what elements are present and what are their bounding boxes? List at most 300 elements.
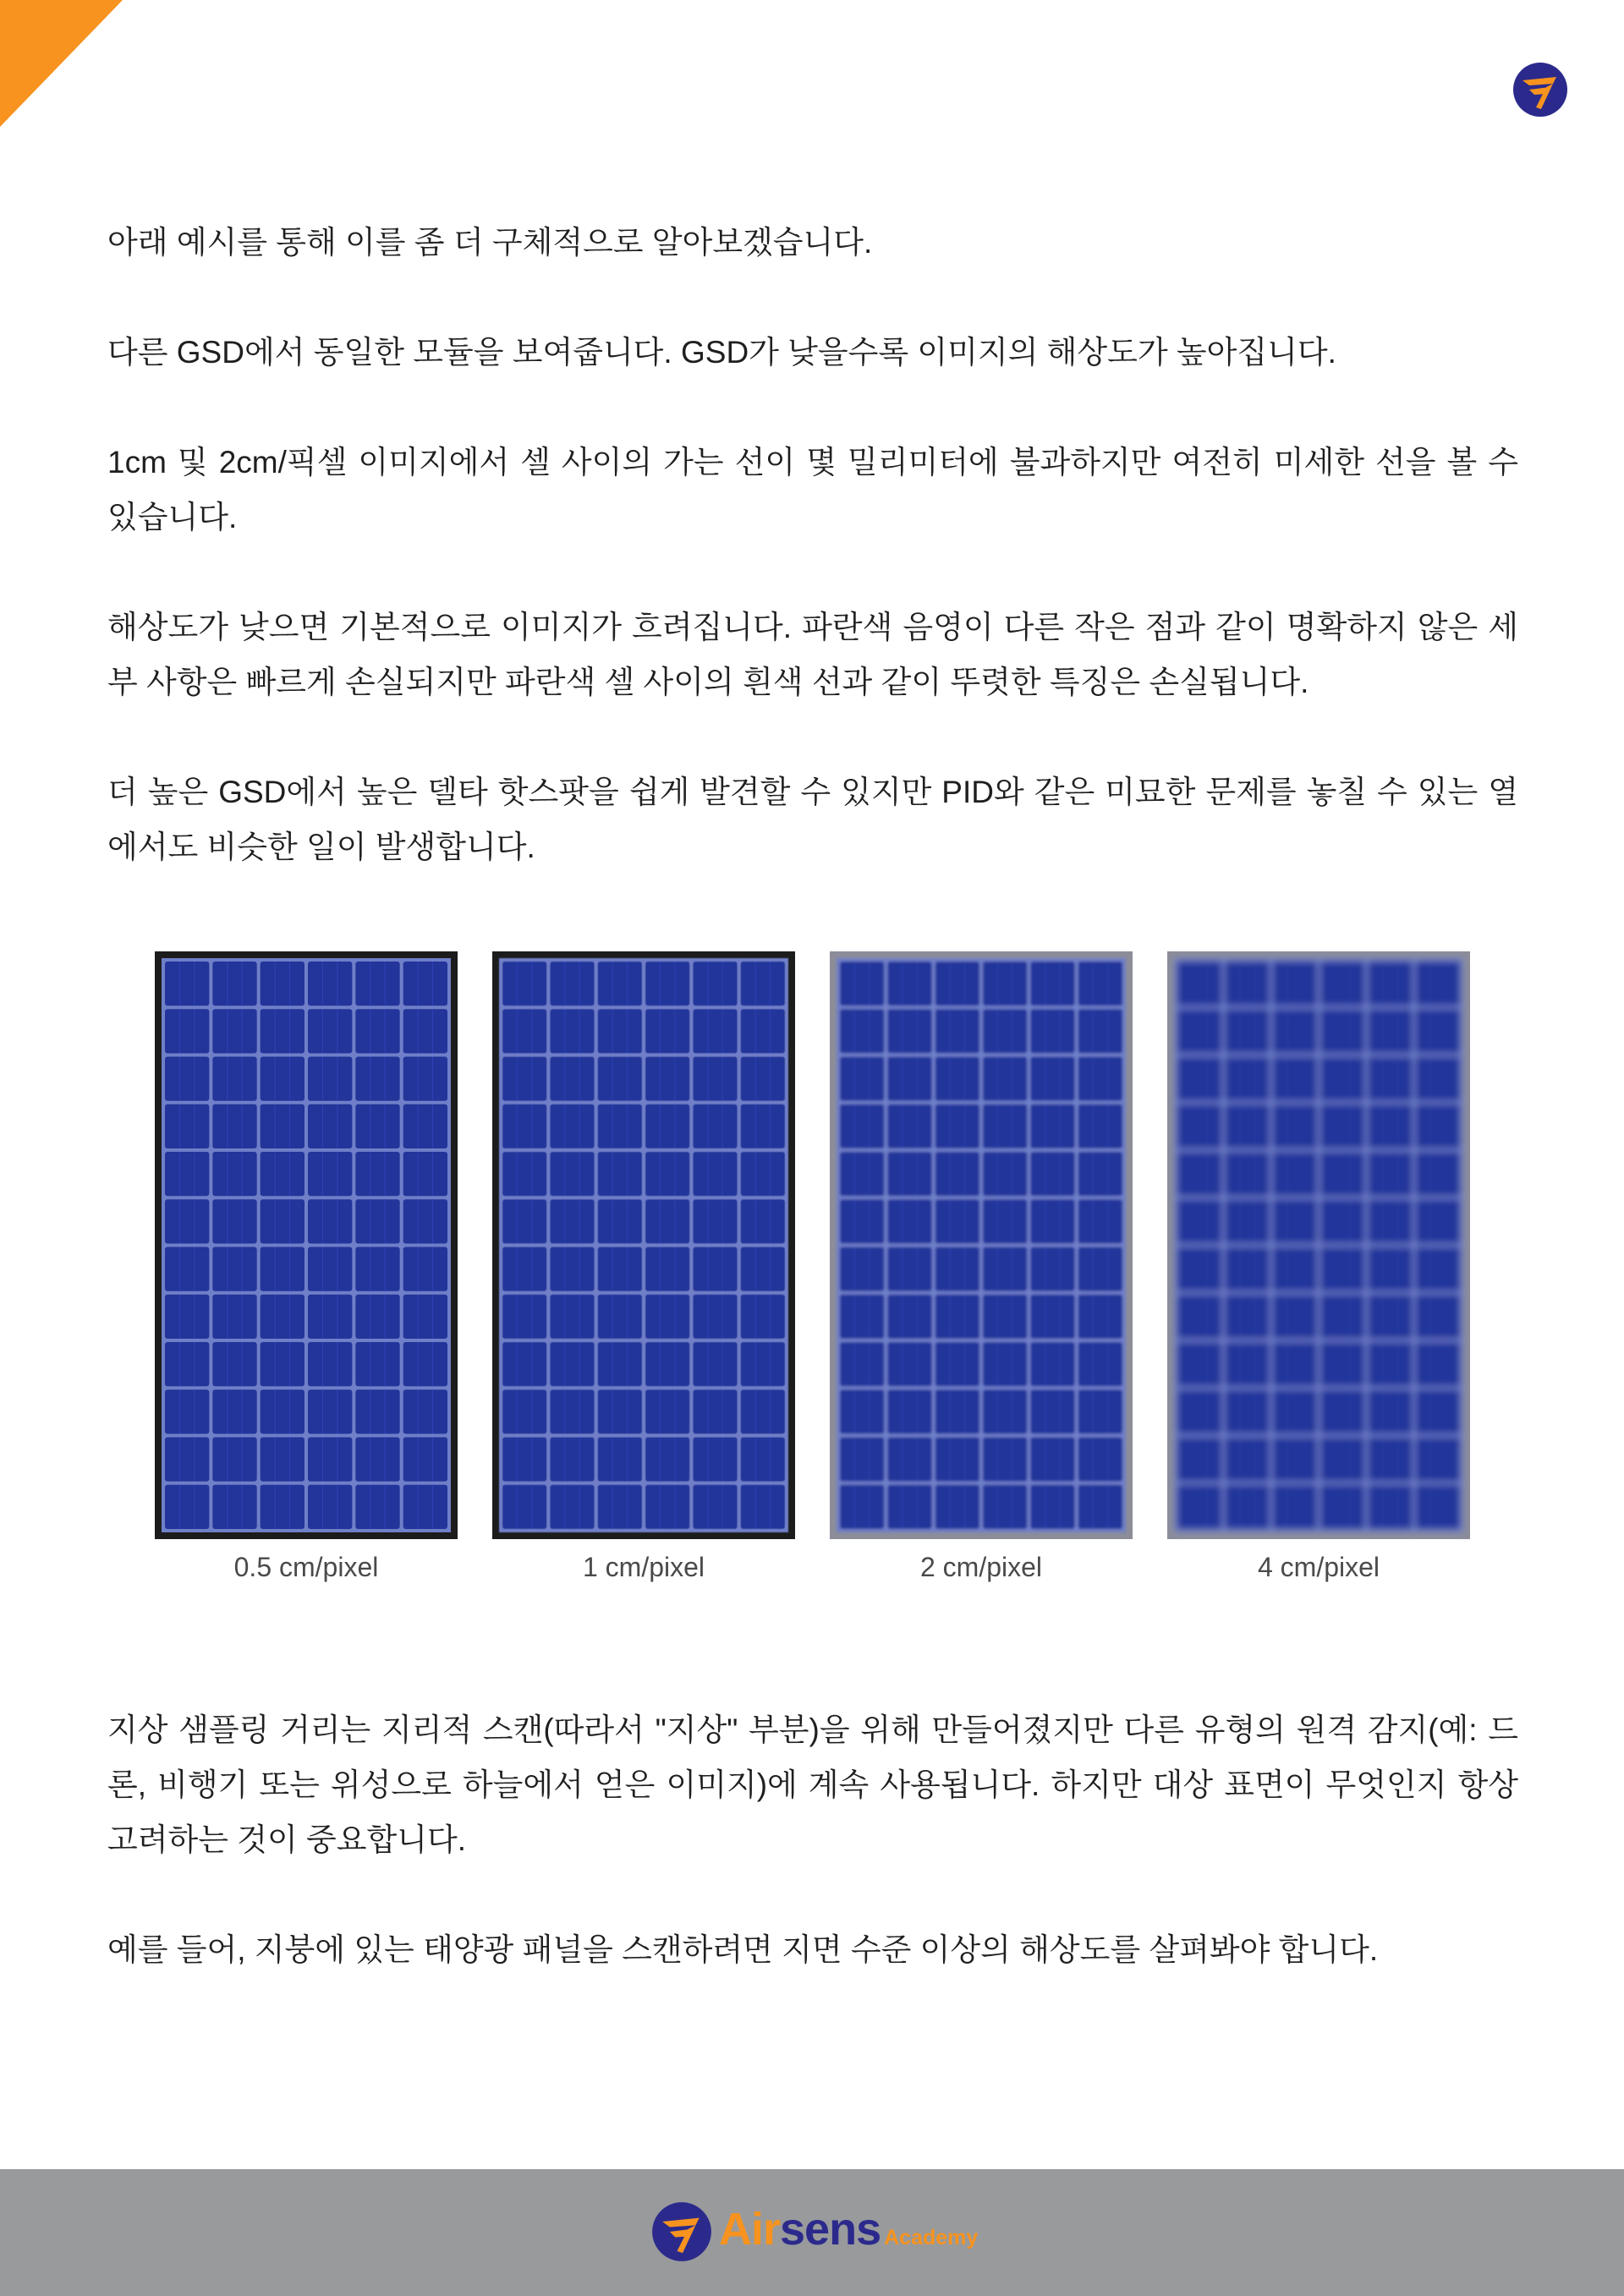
panel-cell (693, 1152, 737, 1196)
panel-cell (1030, 1342, 1074, 1386)
panel-cell (645, 1009, 689, 1053)
panel-cell (1225, 1152, 1269, 1196)
panel-cell (935, 1295, 979, 1339)
panel-cell (1368, 1152, 1412, 1196)
panel-cell (550, 1009, 594, 1053)
panel-cell (1225, 1485, 1269, 1529)
airsens-logo-icon (1512, 62, 1568, 118)
panel-cell (1177, 962, 1221, 1006)
panel-cell (550, 1199, 594, 1243)
solar-panel-image (1167, 951, 1470, 1539)
panel-cell (887, 1199, 931, 1243)
panel-cell (165, 1485, 209, 1529)
panel-0-5cm (155, 951, 458, 1539)
panel-cell (1320, 1438, 1364, 1482)
panel-cell (1320, 1295, 1364, 1339)
panel-cell (598, 1438, 642, 1482)
panel-caption: 4 cm/pixel (1257, 1552, 1380, 1582)
panel-cell (1078, 1342, 1122, 1386)
panel-cell (308, 1342, 352, 1386)
panel-cell (403, 1247, 447, 1291)
panel-cell (693, 1342, 737, 1386)
panel-cell (1273, 1485, 1317, 1529)
panel-cell (1030, 1438, 1074, 1482)
panel-cell (1368, 1342, 1412, 1386)
panel-cell (1273, 1199, 1317, 1243)
paragraph: 1cm 및 2cm/픽셀 이미지에서 셀 사이의 가는 선이 몇 밀리미터에 불과하지만 여전히 미세한 선을 볼 수 있습니다. (107, 445, 1518, 534)
panel-cell (1368, 1057, 1412, 1101)
panel-cell (645, 1152, 689, 1196)
panel-cell (261, 1057, 304, 1101)
panel-cell (1225, 962, 1269, 1006)
panel-cell (887, 1104, 931, 1148)
panel-cell (983, 1438, 1027, 1482)
panel-cell (212, 1438, 256, 1482)
panel-cell (1225, 1438, 1269, 1482)
panel-cell (1078, 1009, 1122, 1053)
panel-2cm (830, 951, 1133, 1539)
panel-caption: 1 cm/pixel (582, 1552, 705, 1582)
panel-cell (1078, 1199, 1122, 1243)
panel-cell (308, 1009, 352, 1053)
panel-cell (212, 1104, 256, 1148)
panel-cell (645, 1295, 689, 1339)
panel-cell (1030, 1295, 1074, 1339)
panel-cell (1320, 1199, 1364, 1243)
airsens-logo-icon (651, 2201, 712, 2262)
panel-cell (308, 1389, 352, 1433)
panel-cell (165, 1009, 209, 1053)
panel-cell (935, 1199, 979, 1243)
panel-cell (1225, 1342, 1269, 1386)
panel-cell (1320, 1057, 1364, 1101)
panel-cell (1177, 1295, 1221, 1339)
panel-cell (693, 962, 737, 1006)
panel-cell (1030, 1104, 1074, 1148)
panel-cell (1273, 1009, 1317, 1053)
panel-cell (935, 1485, 979, 1529)
panel-cell (935, 1247, 979, 1291)
panel-cell (741, 1247, 785, 1291)
panel-cell (1177, 1057, 1221, 1101)
panel-cell (598, 1152, 642, 1196)
panel-cell (502, 1009, 546, 1053)
panel-cell (935, 962, 979, 1006)
panel-cell (1225, 1009, 1269, 1053)
panel-cell (887, 1389, 931, 1433)
panel-cell (165, 1247, 209, 1291)
panel-cell (1416, 1342, 1460, 1386)
panel-cell (1368, 1485, 1412, 1529)
panel-cell (840, 1152, 884, 1196)
panel-cell (983, 1485, 1027, 1529)
panel-cell (741, 1438, 785, 1482)
brand-sens: sens (780, 2204, 881, 2255)
panel-cell (165, 1152, 209, 1196)
panel-cell (212, 1152, 256, 1196)
panel-cell (261, 1342, 304, 1386)
panel-cell (1177, 1485, 1221, 1529)
brand-wordmark (719, 2203, 978, 2262)
solar-panel-image (830, 951, 1133, 1539)
panel-cell (1177, 1152, 1221, 1196)
panel-cell (355, 1057, 399, 1101)
panel-cell (983, 1295, 1027, 1339)
panel-cell (935, 1104, 979, 1148)
panel-cell (550, 1485, 594, 1529)
footer (0, 2169, 1624, 2296)
panel-cell (550, 1438, 594, 1482)
panel-cell (308, 1057, 352, 1101)
panel-cell (1416, 1485, 1460, 1529)
panel-cell (355, 1295, 399, 1339)
panel-cell (1225, 1057, 1269, 1101)
panel-cell (550, 1295, 594, 1339)
panel-cell (1368, 1295, 1412, 1339)
panel-cell (1225, 1247, 1269, 1291)
panel-cell (1368, 962, 1412, 1006)
panel-cell (741, 1295, 785, 1339)
panel-cell (212, 962, 256, 1006)
panel-cell (355, 1438, 399, 1482)
panel-cell (741, 1389, 785, 1433)
panel-cell (212, 1342, 256, 1386)
corner-accent-triangle (0, 0, 123, 127)
panel-caption: 2 cm/pixel (919, 1552, 1043, 1582)
panel-cell (1225, 1104, 1269, 1148)
panel-cell (355, 1247, 399, 1291)
panel-cell (741, 962, 785, 1006)
panel-cell (645, 1199, 689, 1243)
panel-cell (693, 1009, 737, 1053)
panel-cell (1416, 1389, 1460, 1433)
panel-cell (502, 1438, 546, 1482)
panel-cell (741, 1199, 785, 1243)
panel-cell (403, 1342, 447, 1386)
panel-cell (261, 1104, 304, 1148)
panel-cell (212, 1009, 256, 1053)
panel-cell (1320, 1389, 1364, 1433)
panel-cell (550, 1247, 594, 1291)
panel-cell (1030, 1152, 1074, 1196)
panel-cell (212, 1485, 256, 1529)
panel-cell (165, 1057, 209, 1101)
panel-cell (1177, 1389, 1221, 1433)
panel-cell (693, 1295, 737, 1339)
panel-cell (403, 1104, 447, 1148)
panel-cell (1177, 1342, 1221, 1386)
panel-cell (1030, 1485, 1074, 1529)
panel-cell (1078, 1152, 1122, 1196)
panel-cell (212, 1247, 256, 1291)
panel-cell (1273, 1295, 1317, 1339)
panel-cell (935, 1389, 979, 1433)
panel-cell (1078, 962, 1122, 1006)
panel-cell (261, 1295, 304, 1339)
panel-cell (840, 1247, 884, 1291)
panel-cell (502, 1247, 546, 1291)
panel-cell (1273, 1057, 1317, 1101)
panel-cell (598, 1295, 642, 1339)
panel-cell (165, 1199, 209, 1243)
panel-cell (645, 1342, 689, 1386)
panel-cell (1030, 962, 1074, 1006)
panel-cell (550, 1152, 594, 1196)
panel-cell (1177, 1009, 1221, 1053)
panel-cell (308, 1295, 352, 1339)
panel-cell (598, 1199, 642, 1243)
panel-cell (935, 1057, 979, 1101)
panel-cell (502, 1485, 546, 1529)
panel-cell (355, 1342, 399, 1386)
panel-cell (1225, 1389, 1269, 1433)
panel-cell (165, 1104, 209, 1148)
panel-cell (1030, 1389, 1074, 1433)
panel-cell (403, 1438, 447, 1482)
panel-cell (261, 1247, 304, 1291)
panel-cell (1225, 1199, 1269, 1243)
panel-cell (887, 1152, 931, 1196)
panel-cell (261, 1152, 304, 1196)
panel-cell (403, 1009, 447, 1053)
panel-cell (1177, 1104, 1221, 1148)
panel-cell (741, 1152, 785, 1196)
panel-cell (1078, 1104, 1122, 1148)
panel-cell (1273, 1104, 1317, 1148)
panel-cell (840, 1199, 884, 1243)
panel-cell (403, 1485, 447, 1529)
panel-cell (983, 1342, 1027, 1386)
panel-cell (550, 1342, 594, 1386)
panel-cell (1273, 1438, 1317, 1482)
panel-cell (1273, 1389, 1317, 1433)
panel-cell (741, 1057, 785, 1101)
panel-cell (165, 1389, 209, 1433)
panel-cell (1416, 1199, 1460, 1243)
panel-cell (1030, 1057, 1074, 1101)
panel-cell (165, 962, 209, 1006)
panel-cell (645, 1438, 689, 1482)
panel-cell (1078, 1438, 1122, 1482)
panel-cell (645, 1247, 689, 1291)
panel-cell (1416, 1057, 1460, 1101)
panel-cell (261, 1009, 304, 1053)
paragraph: 지상 샘플링 거리는 지리적 스캔(따라서 "지상" 부분)을 위해 만들어졌지만 다른 유형의 원격 감지(예: 드론, 비행기 또는 위성으로 하늘에서 얻은 이미지)에 계속 사용됩니다. 하지만 대상 표면이 무엇인지 항상 고려하는 것이 중요합니다. (107, 1712, 1518, 1857)
panel-cell (212, 1389, 256, 1433)
panel-cell (598, 1009, 642, 1053)
panel-cell (502, 1199, 546, 1243)
panel-cell (261, 1199, 304, 1243)
panel-cell (645, 1389, 689, 1433)
panel-cell (840, 1438, 884, 1482)
panel-cell (598, 1247, 642, 1291)
panel-cell (550, 1104, 594, 1148)
panel-cell (502, 1295, 546, 1339)
panel-cell (1078, 1247, 1122, 1291)
panel-cell (741, 1104, 785, 1148)
panel-cell (308, 1152, 352, 1196)
panel-cell (308, 1247, 352, 1291)
panel-cell (887, 1342, 931, 1386)
panel-cell (355, 1389, 399, 1433)
panel-cell (1416, 1009, 1460, 1053)
panel-cell (1368, 1389, 1412, 1433)
panel-cell (212, 1295, 256, 1339)
panel-cell (1177, 1199, 1221, 1243)
panel-cell (887, 1009, 931, 1053)
panel-cell (598, 1342, 642, 1386)
panel-cell (1320, 1009, 1364, 1053)
panel-cell (403, 962, 447, 1006)
body-text-top (107, 215, 1518, 874)
panel-cell (598, 1104, 642, 1148)
panel-cell (598, 1057, 642, 1101)
panel-cell (502, 962, 546, 1006)
panel-cell (693, 1485, 737, 1529)
panel-cell (983, 1152, 1027, 1196)
panel-cell (261, 1485, 304, 1529)
panel-cell (550, 1057, 594, 1101)
panel-cell (355, 1104, 399, 1148)
panel-cell (502, 1389, 546, 1433)
panel-cell (1273, 1152, 1317, 1196)
panel-cell (1368, 1247, 1412, 1291)
panel-cell (983, 1199, 1027, 1243)
panel-cell (887, 1295, 931, 1339)
panel-cell (840, 1104, 884, 1148)
panel-1cm (492, 951, 795, 1539)
panel-cell (1030, 1199, 1074, 1243)
panel-cell (403, 1152, 447, 1196)
solar-panel-image (492, 951, 795, 1539)
panel-cell (741, 1342, 785, 1386)
body-text-bottom (107, 1702, 1518, 1977)
panel-cell (840, 1295, 884, 1339)
panel-cell (693, 1389, 737, 1433)
panel-cell (645, 1485, 689, 1529)
panel-cell (308, 962, 352, 1006)
panel-cell (887, 962, 931, 1006)
paragraph: 아래 예시를 통해 이를 좀 더 구체적으로 알아보겠습니다. (107, 225, 873, 260)
panel-cell (983, 1247, 1027, 1291)
panel-cell (403, 1199, 447, 1243)
panel-cell (502, 1057, 546, 1101)
panel-cell (840, 962, 884, 1006)
panel-cell (693, 1199, 737, 1243)
solar-panel-image (155, 951, 458, 1539)
panel-cell (502, 1104, 546, 1148)
panel-cell (983, 1104, 1027, 1148)
panel-cell (1273, 1342, 1317, 1386)
panel-cell (308, 1485, 352, 1529)
panel-cell (1416, 1438, 1460, 1482)
panel-cell (355, 1009, 399, 1053)
panel-4cm (1167, 951, 1470, 1539)
panel-cell (261, 962, 304, 1006)
panel-cell (212, 1057, 256, 1101)
panel-cell (840, 1057, 884, 1101)
panel-cell (1273, 1247, 1317, 1291)
panel-cell (165, 1295, 209, 1339)
panel-cell (1078, 1295, 1122, 1339)
panel-cell (983, 962, 1027, 1006)
panel-cell (261, 1389, 304, 1433)
panel-cell (403, 1057, 447, 1101)
panel-cell (550, 1389, 594, 1433)
panel-cell (935, 1342, 979, 1386)
panel-cell (1320, 1104, 1364, 1148)
panel-cell (1320, 1152, 1364, 1196)
panel-cell (840, 1009, 884, 1053)
paragraph: 다른 GSD에서 동일한 모듈을 보여줍니다. GSD가 낮을수록 이미지의 해상도가 높아집니다. (107, 335, 1336, 370)
panel-cell (403, 1295, 447, 1339)
panel-cell (1177, 1247, 1221, 1291)
panel-cell (355, 1485, 399, 1529)
panel-cell (1320, 1342, 1364, 1386)
panel-cell (741, 1009, 785, 1053)
panel-cell (645, 1057, 689, 1101)
panel-cell (693, 1057, 737, 1101)
panel-cell (1368, 1199, 1412, 1243)
panel-cell (887, 1247, 931, 1291)
panel-cell (261, 1438, 304, 1482)
panel-cell (1416, 1295, 1460, 1339)
panel-cell (308, 1438, 352, 1482)
panel-cell (840, 1485, 884, 1529)
panel-cell (693, 1438, 737, 1482)
panel-cell (598, 1389, 642, 1433)
paragraph: 해상도가 낮으면 기본적으로 이미지가 흐려집니다. 파란색 음영이 다른 작은 점과 같이 명확하지 않은 세부 사항은 빠르게 손실되지만 파란색 셀 사이의 흰색 선과 같이 뚜렷한 특징은 손실됩니다. (107, 610, 1518, 699)
panel-cell (840, 1342, 884, 1386)
paragraph: 더 높은 GSD에서 높은 델타 핫스팟을 쉽게 발견할 수 있지만 PID와 같은 미묘한 문제를 놓칠 수 있는 열에서도 비슷한 일이 발생합니다. (107, 775, 1518, 864)
panel-cell (983, 1389, 1027, 1433)
panel-cell (935, 1438, 979, 1482)
panel-cell (165, 1438, 209, 1482)
panel-cell (355, 1199, 399, 1243)
panel-cell (1416, 1104, 1460, 1148)
panel-cell (983, 1009, 1027, 1053)
panel-cell (935, 1152, 979, 1196)
panel-cell (693, 1247, 737, 1291)
panel-cell (741, 1485, 785, 1529)
panel-cell (645, 1104, 689, 1148)
panel-cell (1320, 1247, 1364, 1291)
panel-cell (212, 1199, 256, 1243)
panel-cell (355, 1152, 399, 1196)
panel-cell (1030, 1009, 1074, 1053)
panel-cell (1225, 1295, 1269, 1339)
panel-cell (1368, 1009, 1412, 1053)
panel-cell (1416, 1152, 1460, 1196)
panel-cell (840, 1389, 884, 1433)
brand-academy: Academy (884, 2226, 979, 2249)
paragraph: 예를 들어, 지붕에 있는 태양광 패널을 스캔하려면 지면 수준 이상의 해상도를 살펴봐야 합니다. (107, 1932, 1379, 1967)
panel-cell (598, 962, 642, 1006)
panel-cell (165, 1342, 209, 1386)
panel-cell (1030, 1247, 1074, 1291)
panel-cell (1416, 962, 1460, 1006)
panel-cell (1320, 962, 1364, 1006)
panel-cell (1177, 1438, 1221, 1482)
panel-cell (645, 962, 689, 1006)
solar-panel-resolution-figure (107, 951, 1518, 1594)
panel-cell (1078, 1057, 1122, 1101)
panel-cell (887, 1485, 931, 1529)
brand-air: Air (719, 2204, 781, 2255)
panel-cell (502, 1342, 546, 1386)
panel-cell (308, 1199, 352, 1243)
panel-cell (403, 1389, 447, 1433)
